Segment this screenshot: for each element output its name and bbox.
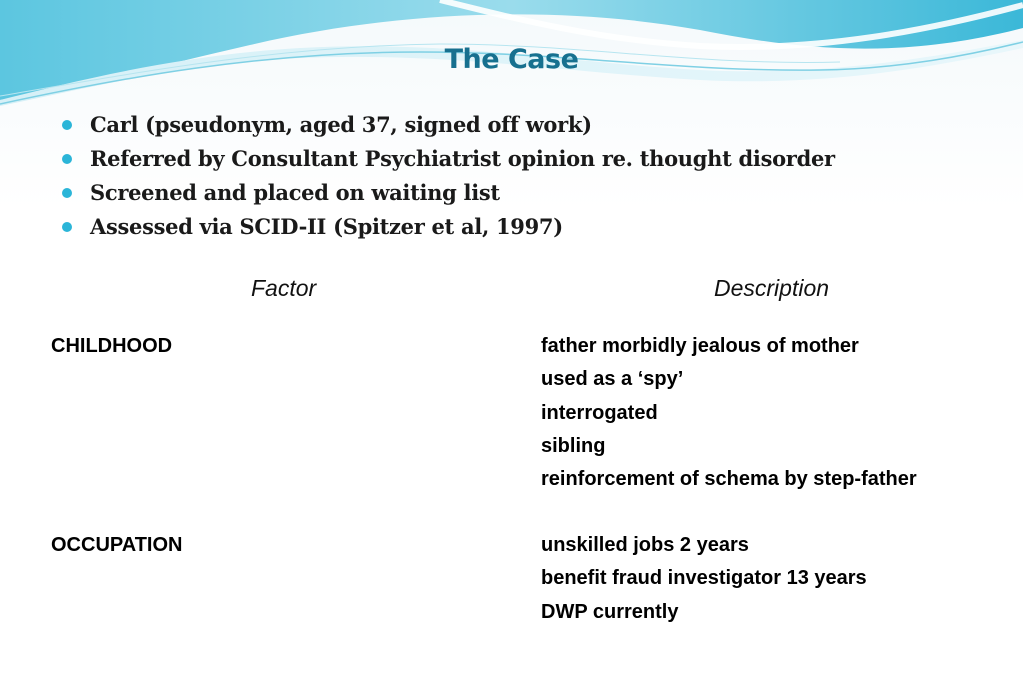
factor-column-header: Factor [251, 275, 317, 301]
bullet-dot-icon [62, 188, 72, 198]
bullet-dot-icon [62, 154, 72, 164]
bullet-text: Assessed via SCID-II (Spitzer et al, 1997) [90, 214, 563, 239]
description-item: benefit fraud investigator 13 years [541, 567, 867, 590]
bullet-item [62, 108, 835, 142]
bullet-text: Screened and placed on waiting list [90, 180, 500, 205]
bullet-dot-icon [62, 120, 72, 130]
slide-title: The Case [444, 44, 579, 75]
bullet-item [62, 142, 835, 176]
bullet-text: Referred by Consultant Psychiatrist opinion re. thought disorder [90, 146, 835, 171]
bullet-item [62, 210, 835, 244]
description-item: used as a ‘spy’ [541, 368, 684, 391]
description-item: reinforcement of schema by step-father [541, 468, 917, 491]
bullet-text: Carl (pseudonym, aged 37, signed off work) [90, 112, 592, 137]
factor-childhood: CHILDHOOD [51, 335, 173, 357]
occupation-description-list [541, 529, 867, 629]
factor-occupation: OCCUPATION [51, 534, 183, 556]
bullet-item [62, 176, 835, 210]
description-item: father morbidly jealous of mother [541, 335, 859, 357]
bullet-list [62, 108, 835, 244]
bullet-dot-icon [62, 222, 72, 232]
childhood-description-list [541, 330, 917, 496]
description-item: sibling [541, 434, 606, 457]
description-item: unskilled jobs 2 years [541, 534, 749, 556]
description-column-header: Description [714, 275, 830, 301]
description-item: interrogated [541, 401, 658, 424]
description-item: DWP currently [541, 600, 679, 623]
